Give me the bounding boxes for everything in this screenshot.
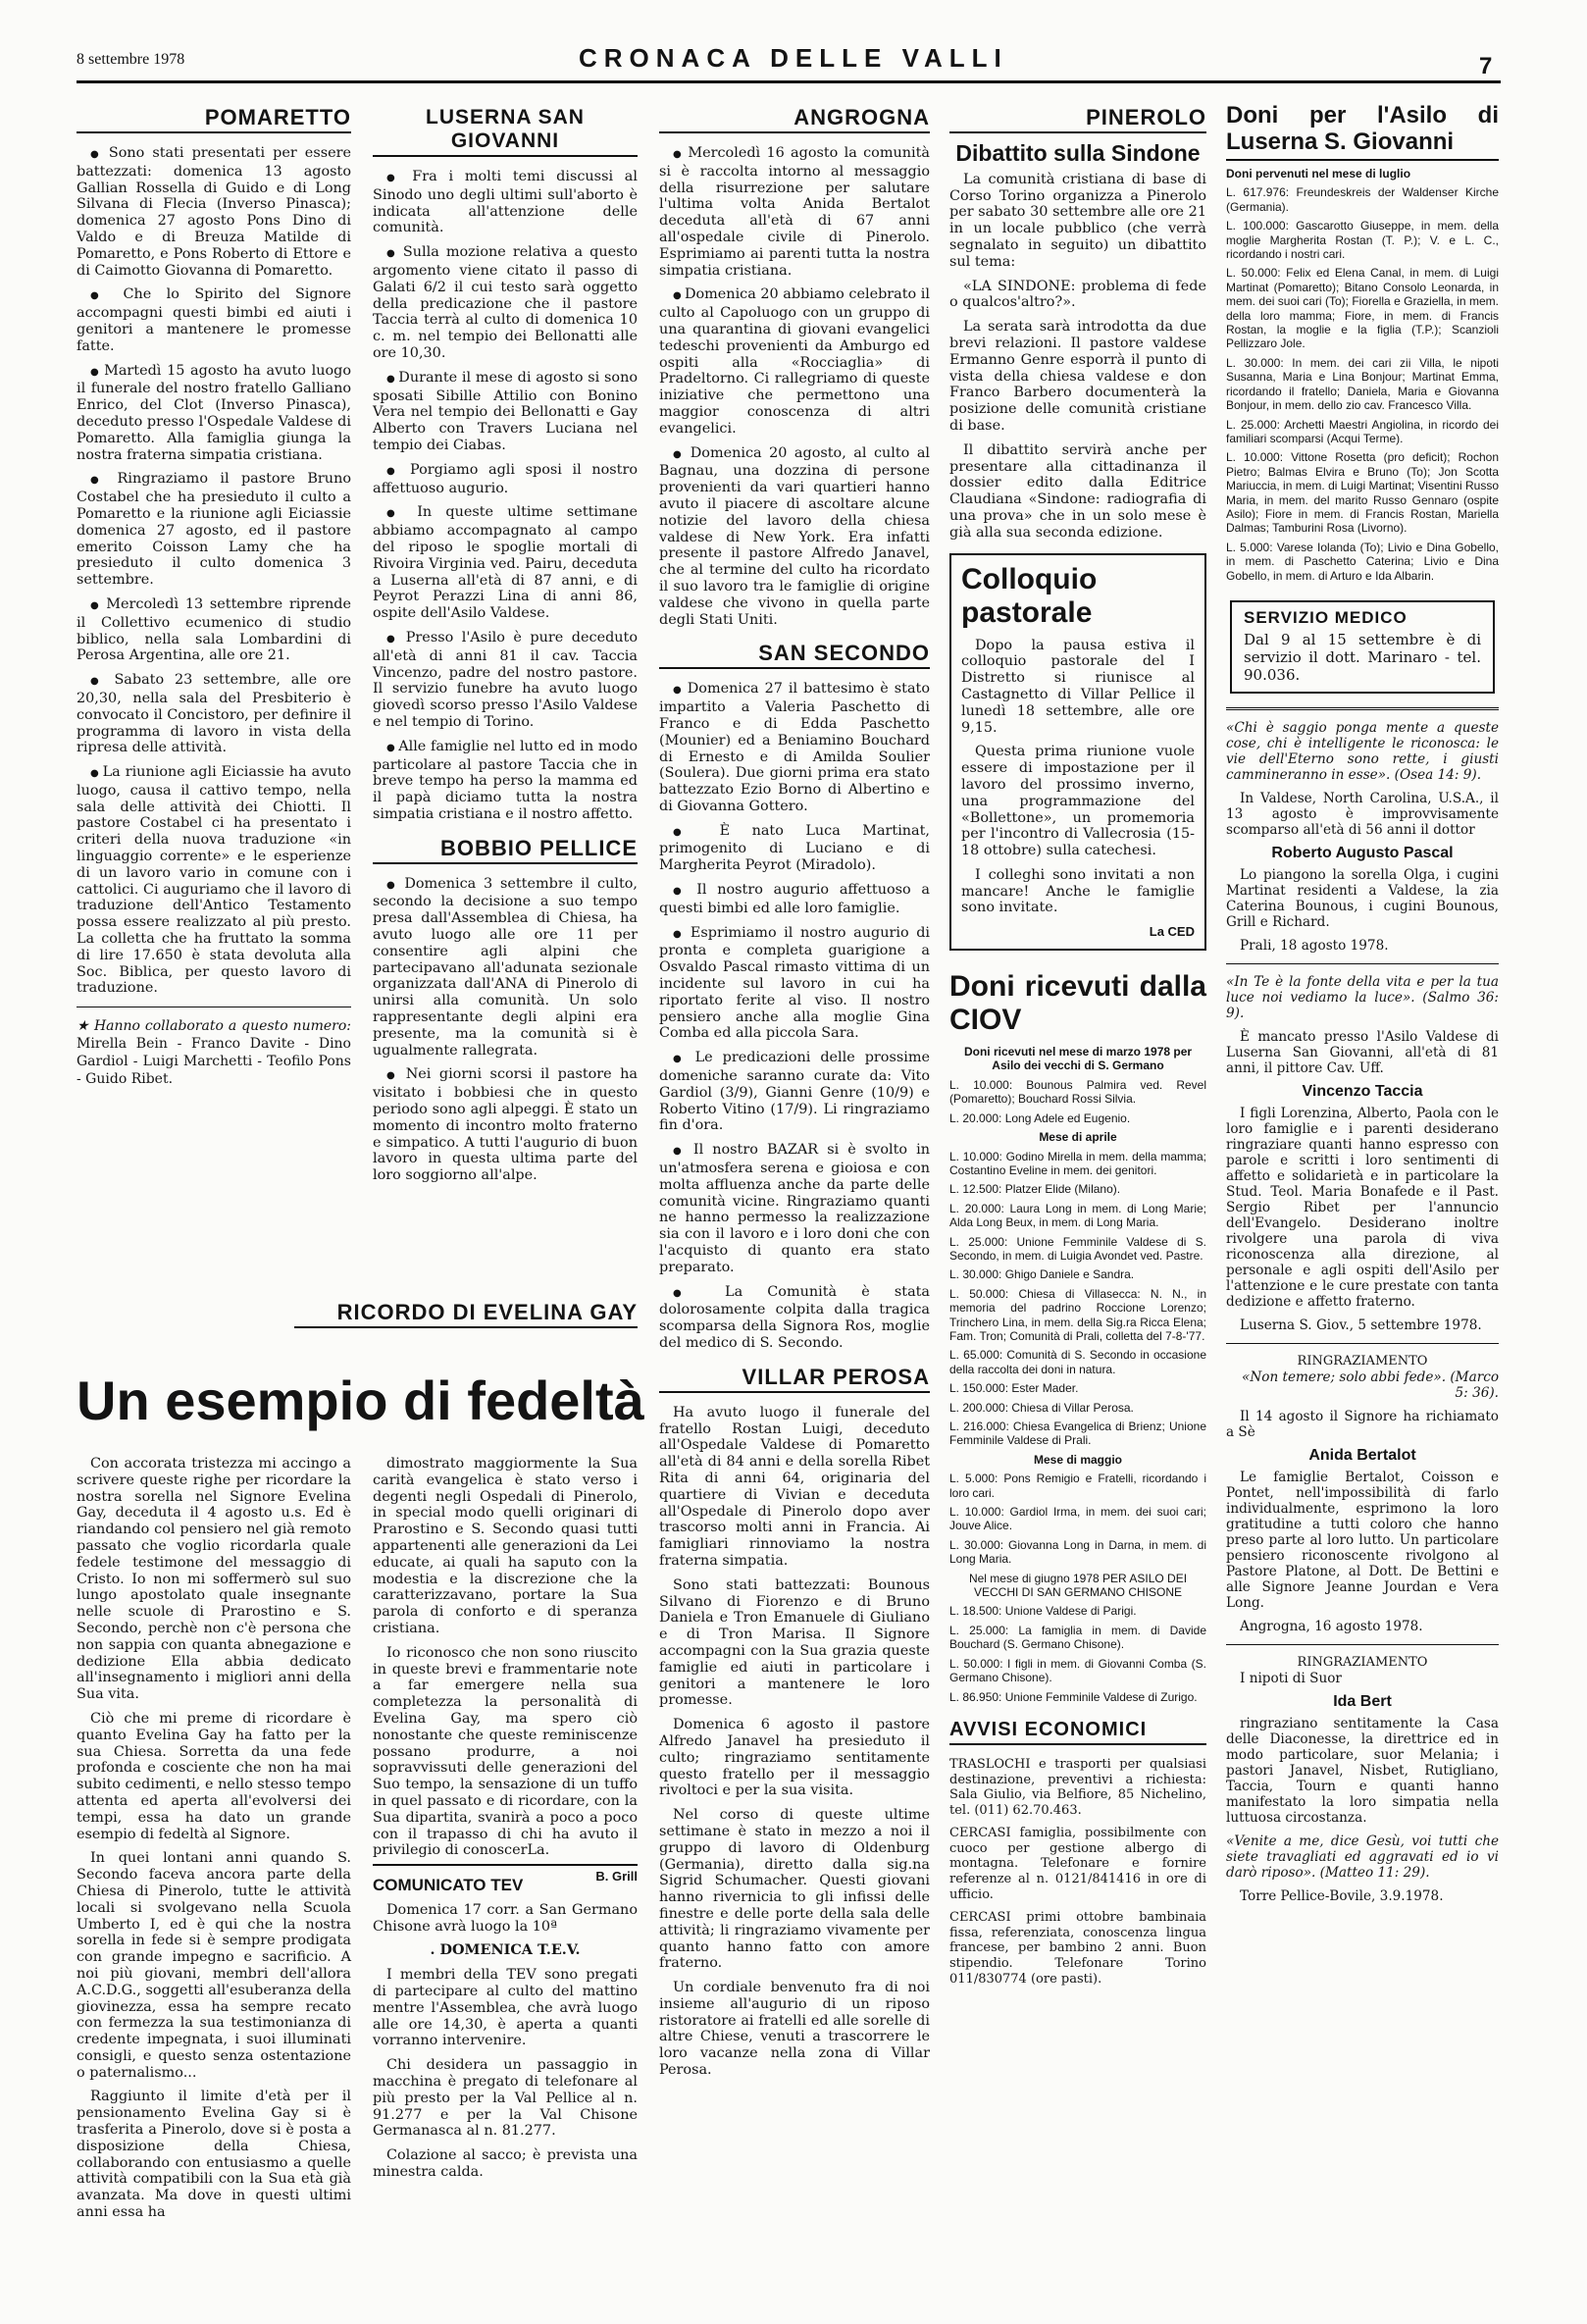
ricordo-paragraph: In quei lontani anni quando S. Secondo faceva ancora parte della Chiesa di Pinerolo, tutte le attività locali si svolgevano nella Scuola Umberto I, ed è qui che la nostra sorella in fede si è sempre prodigata con grande impegno e sacrificio. A noi più giovani, membri dell'allora A.C.D.G., soggetti all'esuberanza della giovinezza, essa ha sempre recato con fermezza la sua testimonianza di credente impegnata, i suoi illuminati consigli, e questo senza ostentazione o paternalismo... [77, 1850, 351, 2081]
san-secondo-heading: SAN SECONDO [659, 642, 930, 669]
bertalot-name: Anida Bertalot [1308, 1446, 1416, 1464]
asilo-donation: L. 617.976: Freundeskreis der Waldenser Kirche (Germania). [1226, 185, 1499, 214]
pomaretto-paragraph: ● Che lo Spirito del Signore accompagni questi bimbi ed aiuti i genitori a mantenere le promesse fatte. [77, 286, 351, 354]
ciov-may-heading: Mese di maggio [1033, 1452, 1123, 1467]
pomaretto-body [77, 145, 351, 997]
pomaretto-column [77, 102, 351, 1260]
taccia-thanks: I figli Lorenzina, Alberto, Paola con le loro famiglie e i parenti desiderano ringraziare quanti hanno espresso con parole e scritti i loro sentimenti di affetto e solidarietà e in particolare la Stud. Teol. Maria Bonafede e il Past. Sergio Ribet per l'annuncio dell'Evangelo. Desiderano inoltre rivolgere una parola di viva riconoscenza alla direzione, al personale e agli ospiti dell'Asilo per l'attenzione e le cure prestate con tanta dedizione e affetto fraterno. [1226, 1105, 1499, 1310]
luserna-paragraph: ● Presso l'Asilo è pure deceduto all'età di anni 81 il cav. Taccia Vincenzo, padre del nostro pastore. Il servizio funebre ha avuto luogo giovedì scorso presso l'Asilo Valdese e nel tempio di Torino. [373, 630, 638, 731]
colloquio-body [961, 638, 1195, 917]
avviso-item: CERCASI primi ottobre bambinaia fissa, referenziata, conoscenza lingua francese, per bambino 2 anni. Buon stipendio. Telefonare Torino 011/830774 (ore pasti). [949, 1910, 1206, 1987]
pinerolo-paragraph: La serata sarà introdotta da due brevi relazioni. Il pastore valdese Ermanno Genre esporrà il punto di vista della chiesa valdese e don Franco Barbero documenterà la posizione delle comunità cristiane di base. [949, 319, 1206, 434]
bobbio-paragraph: ● Domenica 3 settembre il culto, secondo la decisione a suo tempo presa dall'Assemblea di Chiesa, ha avuto luogo alle ore 11 per consentire agli alpini che partecipavano all'adunata sezionale organizzata dall'ANA di Pinerolo di unirsi alla comunità. Un solo rappresentante degli alpini era presente, ma la comunità si è ugualmente rallegrata. [373, 876, 638, 1059]
ricordo-paragraph: dimostrato maggiormente la Sua carità evangelica è stato verso i degenti negli Ospedali di Pinerolo, in special modo quelli originari di Prarostino e S. Secondo quasi tutti appartenenti alle generazioni da Lei educate, ai quali ha saputo con la modestia e la discrezione che la caratterizzavano, portare la Sua parola di conforto e di speranza cristiana. [373, 1456, 638, 1636]
pomaretto-heading: POMARETTO [77, 106, 351, 133]
bobbio-heading: BOBBIO PELLICE [373, 837, 638, 864]
tev-p5: Colazione al sacco; è prevista una minestra calda. [373, 2147, 638, 2180]
asilo-donation: L. 100.000: Gascarotto Giuseppe, in mem. della moglie Margherita Rostan (T. P.); V. e L. C., ricordando i nostri cari. [1226, 219, 1499, 262]
pomaretto-paragraph: ● Ringraziamo il pastore Bruno Costabel che ha presieduto il culto a Pomaretto e la riunione agli Eiciassie domenica 27 agosto, ed il pastore emerito Coisson Lamy che ha presieduto il culto domenica 3 settembre. [77, 471, 351, 589]
servizio-heading: SERVIZIO MEDICO [1244, 607, 1408, 627]
ricordo-heading: RICORDO DI EVELINA GAY [294, 1301, 638, 1328]
luserna-body [373, 169, 638, 823]
ciov-donation: L. 30.000: Ghigo Daniele e Sandra. [949, 1267, 1135, 1282]
asilo-donation: L. 30.000: In mem. dei cari zii Villa, le nipoti Susanna, Maria e Lina Bonjour; Martinat Emma, ricordando il fratello; Daniela, Maria e Giovanna Bonjour, in mem. dello zio cav. Francesco Villa. [1226, 355, 1499, 413]
divider [1226, 1343, 1499, 1344]
pinerolo-body [949, 172, 1206, 542]
asilo-heading: Doni per l'Asilo di Luserna S. Giovanni [1226, 102, 1499, 161]
pinerolo-paragraph: «LA SINDONE: problema di fede o qualcos'altro?». [949, 278, 1206, 311]
ciov-intro: Doni ricevuti nel mese di marzo 1978 per Asilo dei vecchi di S. Germano [963, 1045, 1193, 1073]
villar-paragraph: Nel corso di queste ultime settimane è stato in mezzo a noi il gruppo di lavoro di Oldenburg (Germania), diretto dalla sig.na Sigrid Schumacher. Questi giovani hanno rivernicia to gli infissi delle finestre e delle porte della sala delle attività; li ringraziamo vivamente per quanto hanno fatto con amore fraterno. [659, 1807, 930, 1972]
ciov-donation: L. 10.000: Gardiol Irma, in mem. dei suoi cari; Jouve Alice. [949, 1505, 1206, 1533]
quote-salmo: «In Te è la fonte della vita e per la tua luce noi vediamo la luce». (Salmo 36: 9). [1226, 973, 1499, 1021]
luserna-column [373, 102, 638, 1299]
ring2-text: I nipoti di Suor [1240, 1670, 1342, 1686]
angrogna-column [659, 102, 930, 2250]
pascal-name: Roberto Augusto Pascal [1271, 844, 1454, 861]
ciov-donation: L. 150.000: Ester Mader. [949, 1381, 1079, 1396]
servizio-text: Dal 9 al 15 settembre è di servizio il dott. Marinaro - tel. 90.036. [1244, 630, 1481, 684]
angrogna-heading: ANGROGNA [659, 106, 930, 133]
san-secondo-paragraph: ● Il nostro augurio affettuoso a questi bimbi ed alle loro famiglie. [659, 882, 930, 917]
ciov-heading: Doni ricevuti dalla CIOV [949, 970, 1206, 1037]
pascal-mourners: Lo piangono la sorella Olga, i cugini Martinat residenti a Valdese, la zia Caterina Bounous, i cugini Bounous, Grill e Richard. [1226, 866, 1499, 930]
taccia-name: Vincenzo Taccia [1302, 1082, 1423, 1100]
ciov-donation: L. 18.500: Unione Valdese di Parigi. [949, 1604, 1137, 1619]
pinerolo-paragraph: La comunità cristiana di base di Corso Torino organizza a Pinerolo per sabato 30 settembre alle ore 21 in un locale pubblico (che verrà segnalato in seguito) un dibattito sul tema: [949, 171, 1206, 270]
asilo-column [1226, 102, 1499, 2250]
san-secondo-paragraph: ● Il nostro BAZAR si è svolto in un'atmosfera serena e gioiosa e con molta affluenza anche da parte delle comunità vicine. Ringraziamo quanti ne hanno permesso la realizzazione sia con il lavoro e i loro doni che con l'acquisto di quanto era stato preparato. [659, 1142, 930, 1275]
villar-heading: VILLAR PEROSA [659, 1366, 930, 1393]
villar-paragraph: Ha avuto luogo il funerale del fratello Rostan Luigi, deceduto all'Ospedale Valdese di Pomaretto all'età di 84 anni e della sorella Ribet Rita di anni 64, originaria del quartiere di Vivian e deceduta all'Ospedale di Pinerolo dopo aver trascorso molti anni in Francia. Ai famigliari rinnoviamo la nostra fraterna simpatia. [659, 1404, 930, 1569]
ricordo-headline: Un esempio di fedeltà [77, 1369, 644, 1431]
pinerolo-column [949, 102, 1206, 2250]
asilo-donation: L. 25.000: Archetti Maestri Angiolina, in ricordo dei familiari scomparsi (Acqui Terme). [1226, 417, 1499, 445]
ciov-donation: L. 65.000: Comunità di S. Secondo in occasione della raccolta dei doni in natura. [949, 1348, 1206, 1376]
luserna-paragraph: ● Alle famiglie nel lutto ed in modo particolare al pastore Taccia che in breve tempo ha perso la mamma ed il papà diciamo tutta la nostra simpatia cristiana e il nostro affetto. [373, 739, 638, 823]
ciov-donation: L. 10.000: Godino Mirella in mem. della mamma; Costantino Eveline in mem. dei genitori. [949, 1149, 1206, 1177]
collaborators-note [77, 1017, 351, 1088]
ricordo-paragraph: Io riconosco che non sono riuscito in queste brevi e frammentarie note a far emergere nella sua completezza la personalità di Evelina Gay, ma spero ciò nonostante che queste reminiscenze possano produrre, a noi sopravvissuti delle generazioni del Suo tempo, la sensazione di un tuffo in quel passato e di ricordare, con la Sua dipartita, svanirà a poco a poco con il trapasso di chi ha avuto il privilegio di conoscerLa. [373, 1644, 638, 1859]
bobbio-paragraph: ● Nei giorni scorsi il pastore ha visitato i bobbiesi che in questo periodo sono agli alpeggi. È stato un momento di incontro molto fraterno e simpatico. A tutti l'augurio di buon lavoro in questa ultima parte del loro soggiorno all'alpe. [373, 1066, 638, 1184]
ciov-donation: L. 5.000: Pons Remigio e Fratelli, ricordando i loro cari. [949, 1472, 1206, 1500]
angrogna-body [659, 145, 930, 628]
san-secondo-body [659, 681, 930, 1351]
ring2-quote: «Venite a me, dice Gesù, voi tutti che siete travagliati ed aggravati ed io vi darò riposo». (Matteo 11: 29). [1226, 1833, 1499, 1881]
ciov-donation: L. 30.000: Giovanna Long in Darna, in mem. di Long Maria. [949, 1537, 1206, 1567]
pinerolo-subtitle: Dibattito sulla Sindone [955, 140, 1201, 166]
colloquio-box [949, 553, 1206, 952]
luserna-heading: LUSERNA SAN GIOVANNI [373, 106, 638, 157]
taccia-place: Luserna S. Giov., 5 settembre 1978. [1240, 1317, 1482, 1333]
divider [1226, 963, 1499, 964]
pascal-notice: In Valdese, North Carolina, U.S.A., il 13 agosto è improvvisamente scomparso all'età di 56 anni il dottor [1226, 790, 1499, 838]
bobbio-body [373, 876, 638, 1184]
obituaries [1226, 720, 1499, 1904]
ciov-june-heading: Nel mese di giugno 1978 PER ASILO DEI VECCHI DI SAN GERMANO CHISONE [968, 1571, 1188, 1600]
colloquio-paragraph: Questa prima riunione vuole essere di impostazione per il lavoro del prossimo inverno, una programmazione del «Bollettone», un promemoria per l'incontro di Vallecrosia (15-18 ottobre) sulla catechesi. [961, 744, 1195, 859]
luserna-paragraph: ● Sulla mozione relativa a questo argomento viene citato il passo di Galati 6/2 il cui testo sarà oggetto della predicazione che il pastore Taccia terrà al culto di domenica 10 c. m. nel tempio dei Bellonatti alle ore 10,30. [373, 244, 638, 362]
ciov-donation: L. 200.000: Chiesa di Villar Perosa. [949, 1400, 1134, 1415]
pomaretto-paragraph: ● Sabato 23 settembre, alle ore 20,30, nella sala del Presbiterio è convocato il Concistoro, per definire il programma di lavoro in vista della ripresa delle attività. [77, 672, 351, 756]
tev-p4: Chi desidera un passaggio in macchina è pregato di telefonare al più presto per la Val Pellice al n. 91.277 e per la Val Chisone Germanasca al n. 81.277. [373, 2057, 638, 2140]
tev-heading: COMUNICATO TEV [373, 1864, 638, 1894]
angrogna-paragraph: ● Domenica 20 abbiamo celebrato il culto al Capoluogo con un gruppo di una quarantina di giovani evangelici tedeschi provenienti da Amburgo ed ospiti alla «Rocciaglia» di Pradeltorno. Ci rallegriamo di queste iniziative che permettono una maggior conoscenza di altri evangelici. [659, 286, 930, 437]
ricordo-paragraph: Ciò che mi preme di ricordare è quanto Evelina Gay ha fatto per la sua Chiesa. Sorretta da una fede profonda e cosciente che non ha mai subito cedimenti, e nello stesso tempo attenta ed aperta all'evolversi dei tempi, essa ha dato un grande esempio di fedeltà al Signore. [77, 1710, 351, 1842]
avvisi-heading: AVVISI ECONOMICI [949, 1718, 1206, 1745]
san-secondo-paragraph: ● Domenica 27 il battesimo è stato impartito a Valeria Paschetto di Franco e di Edda Paschetto (Mounier) ed a Beniamino Bouchard di Ernesto e di Amilda Soulier (Soulera). Due giorni prima era stato battezzato Ezio Borno di Albertino e di Giovanna Gottero. [659, 681, 930, 814]
ciov-donation: L. 50.000: I figli in mem. di Giovanni Comba (S. Germano Chisone). [949, 1656, 1206, 1685]
pinerolo-paragraph: Il dibattito servirà anche per presentare alla cittadinanza il dossier edito dalla Editrice Claudiana «Sindone: radiografia di una prova» che in un solo mese è già alla sua seconda edizione. [949, 441, 1206, 541]
colloquio-paragraph: Dopo la pausa estiva il colloquio pastorale del I Distretto si riunisce al Castagnetto di Villar Pellice il lunedì 18 settembre, alle ore 9,15. [961, 637, 1195, 736]
ciov-donation: L. 12.500: Platzer Elide (Milano). [949, 1182, 1121, 1197]
collaborators-names: Mirella Bein - Franco Davite - Dino Gardiol - Luigi Marchetti - Teofilo Pons - Guido Ribet. [77, 1036, 351, 1088]
avviso-item: TRASLOCHI e trasporti per qualsiasi destinazione, preventivi a richiesta: Sala Giulio, via Belfiore, 85 Nichelino, tel. (011) 62.70.463. [949, 1756, 1206, 1818]
pinerolo-heading: PINEROLO [949, 106, 1206, 133]
ring2-body: ringraziano sentitamente la Casa delle Diaconesse, la direttrice ed in modo particolare, suor Melania; i pastori Janavel, Nisbet, Rutigliano, Taccia, Tourn e quanti hanno manifestato la loro simpatia nella luttuosa circostanza. [1226, 1715, 1499, 1826]
ring1-place: Angrogna, 16 agosto 1978. [1240, 1618, 1423, 1634]
luserna-paragraph: ● Porgiamo agli sposi il nostro affettuoso augurio. [373, 462, 638, 497]
san-secondo-paragraph: ● Le predicazioni delle prossime domeniche saranno curate da: Vito Gardiol (3/9), Gianni Genre (10/9) e Roberto Vitino (17/9). Li ringraziamo fin d'ora. [659, 1050, 930, 1134]
bert-name: Ida Bert [1333, 1692, 1392, 1710]
tev-p3: I membri della TEV sono pregati di partecipare al culto del mattino mentre l'Assemblea, che avrà luogo alle ore 14,30, è aperta a quanti vorranno intervenire. [373, 1967, 638, 2049]
ciov-donation: L. 25.000: La famiglia in mem. di Davide Bouchard (S. Germano Chisone). [949, 1623, 1206, 1652]
luserna-paragraph: ● In queste ultime settimane abbiamo accompagnato al campo del riposo le spoglie mortali di Rivoira Virginia ved. Pairu, deceduta a Luserna all'età di 87 anni, e di Peyrot Perazzi Lina di anni 86, ospite dell'Asilo Valdese. [373, 504, 638, 622]
ciov-april-heading: Mese di aprile [1039, 1130, 1117, 1145]
ciov-donation: L. 50.000: Chiesa di Villasecca: N. N., in memoria del padrino Roccione Lorenzo; Trinchero Lina, in mem. della Sig.ra Ricca Elena; Fam. Tron; Comunità di Prali, colletta del 7-8-'77. [949, 1286, 1206, 1343]
issue-date: 8 settembre 1978 [77, 51, 185, 68]
quote-osea: «Chi è saggio ponga mente a queste cose, chi è intelligente le riconosca: le vie dell'Eterno sono rette, i giusti cammineranno in esse». (Osea 14: 9). [1226, 719, 1499, 783]
pomaretto-paragraph: ● Mercoledì 13 settembre riprende il Collettivo ecumenico di studio biblico, nella sala Lombardini di Perosa Argentina, alle ore 21. [77, 596, 351, 664]
ciov-list [949, 1045, 1206, 1704]
asilo-list [1226, 167, 1499, 583]
divider [1226, 707, 1499, 710]
divider [1226, 1644, 1499, 1645]
luserna-paragraph: ● Fra i molti temi discussi al Sinodo uno degli ultimi sull'aborto è indicata all'attenzione delle comunità. [373, 169, 638, 236]
page-number: 7 [1479, 53, 1493, 79]
san-secondo-paragraph: ● È nato Luca Martinat, primogenito di Luciano e di Margherita Peyrot (Miradolo). [659, 823, 930, 874]
pomaretto-paragraph: ● Martedì 15 agosto ha avuto luogo il funerale del nostro fratello Galliano Enrico, del Clot (Inverso Pinasca), deceduto presso l'Ospedale Valdese di Pomaretto. Alla famiglia giunga la nostra fraterna simpatia cristiana. [77, 363, 351, 464]
ciov-donation: L. 10.000: Bounous Palmira ved. Revel (Pomaretto); Bouchard Rossi Silvia. [949, 1077, 1206, 1107]
ciov-donation: L. 86.950: Unione Femminile Valdese di Zurigo. [949, 1689, 1198, 1704]
star-icon: ★ [77, 1018, 94, 1035]
asilo-donation: L. 50.000: Felix ed Elena Canal, in mem. di Luigi Martinat (Pomaretto); Bitano Consolo Leonarda, in mem. dei suoi cari (To); Fiorella e Graziella, in mem. della loro mamma; Fiore, in mem. di Francis Rostan, la moglie e la figlia (T.P.); Scanzioli Pellizzaro Jole. [1226, 266, 1499, 351]
ciov-donation: L. 25.000: Unione Femminile Valdese di S. Secondo, in mem. di Luigia Avondet ved. Pastre. [949, 1234, 1206, 1263]
ciov-donation: L. 20.000: Laura Long in mem. di Long Marie; Alda Long Beux, in mem. di Long Maria. [949, 1201, 1206, 1230]
villar-paragraph: Sono stati battezzati: Bounous Silvano di Fiorenzo e di Bruno Daniela e Tron Emanuele di Giuliano e di Tron Marisa. Il Signore accompagni con la Sua grazia queste famiglie ed aiuti in particolare i genitori a mantenere le loro promesse. [659, 1576, 930, 1709]
ciov-donation: L. 216.000: Chiesa Evangelica di Brienz; Unione Femminile Valdese di Prali. [949, 1420, 1206, 1448]
tev-p2: . DOMENICA T.E.V. [430, 1941, 581, 1959]
colloquio-paragraph: I colleghi sono invitati a non mancare! Anche le famiglie sono invitate. [961, 866, 1195, 916]
colloquio-heading: Colloquio pastorale [961, 562, 1098, 629]
servizio-box [1230, 600, 1495, 694]
asilo-donation: L. 10.000: Vittone Rosetta (pro deficit); Rochon Pietro; Balmas Elvira e Bruno (To); Jon Scotta Mariuccia, in mem. di Luigi Martinat; Visentini Russo Maria, in mem. del marito Russo Gennaro (ospite Asilo); Fiore in mem. di Francis Rostan, Mariella Dalmas; Tamburini Rosa (Livorno). [1226, 450, 1499, 536]
ring1-quote: «Non temere; solo abbi fede». (Marco 5: 36). [1242, 1369, 1499, 1401]
pascal-place: Prali, 18 agosto 1978. [1240, 937, 1389, 954]
san-secondo-paragraph: ● La Comunità è stata dolorosamente colpita dalla tragica scomparsa della Signora Ros, moglie del medico di S. Secondo. [659, 1284, 930, 1352]
ricordo-paragraph: Con accorata tristezza mi accingo a scrivere queste righe per ricordare la nostra sorella nel Signore Evelina Gay, deceduta il 4 agosto u.s. Ed è riandando col pensiero nel già remoto passato che voglio ricordarla quale fedele testimone del messaggio di Cristo. Io non mi soffermerò sul suo lungo apostolato quale insegnante nelle scuole di Prarostino e S. Secondo, perchè non c'è persona che non sappia con quanta abnegazione e dedizione Ella abbia dedicato all'insegnamento i migliori anni della Sua vita. [77, 1456, 351, 1703]
pomaretto-paragraph: ● La riunione agli Eiciassie ha avuto luogo, causa il cattivo tempo, nella sala delle attività dei Chiotti. Il pastore Costabel ci ha presentato i criteri della nuova traduzione «in linguaggio corrente» e le esperienze di un lavoro vario in comune con i cattolici. Ci auguriamo che il lavoro di traduzione dell'Antico Testamento possa essere realizzato al più presto. La colletta che ha fruttato la somma di lire 17.650 è stata devoluta alla Soc. Biblica, per questo lavoro di traduzione. [77, 764, 351, 997]
asilo-intro: Doni pervenuti nel mese di luglio [1226, 167, 1411, 181]
pomaretto-paragraph: ● Sono stati presentati per essere battezzati: domenica 13 agosto Gallian Rossella di Guido e di Long Silvana di Flecia (Inverso Pinasca); domenica 27 agosto Pons Dino di Valdo e di Breuza Matilde di Pomaretto, e Pons Roberto di Ettore e di Caimotto Giovanna di Pomaretto. [77, 145, 351, 279]
villar-paragraph: Domenica 6 agosto il pastore Alfredo Janavel ha presieduto il culto; ringraziamo sentitamente questo fratello per il messaggio rivoltoci e per la sua visita. [659, 1717, 930, 1799]
ring2-heading: RINGRAZIAMENTO [1297, 1654, 1428, 1670]
ring1-heading: RINGRAZIAMENTO [1297, 1353, 1428, 1369]
angrogna-paragraph: ● Domenica 20 agosto, al culto al Bagnau, una dozzina di persone provenienti da vari quartieri hanno avuto il piacere di ascoltare alcune notizie del lavoro della chiesa valdese di New York. Era infatti presente il pastore Alfredo Janavel, che al termine del culto ha ricordato il suo lavoro tra le famiglie di origine valdese che vivono in quella parte degli Stati Uniti. [659, 445, 930, 629]
tev-p1: Domenica 17 corr. a San Germano Chisone avrà luogo la 10ª [373, 1901, 638, 1935]
ring1-text: Il 14 agosto il Signore ha richiamato a Sè [1226, 1408, 1499, 1440]
luserna-paragraph: ● Durante il mese di agosto si sono sposati Sibille Attilio con Bonino Vera nel tempio dei Bellonatti e Gay Alberto con Travers Luciana nel tempio dei Ciabas. [373, 370, 638, 454]
collaborators-intro: Hanno collaborato a questo numero: [93, 1018, 351, 1035]
ring1-body: Le famiglie Bertalot, Coisson e Pontet, nell'impossibilità di farlo individualmente, esprimono la loro gratitudine a tutti coloro che hanno preso parte al loro lutto. Un particolare pensiero riconoscente rivolgono al Pastore Platone, al Dott. De Bettini e alle Signore Jeanne Jourdan e Vera Long. [1226, 1469, 1499, 1611]
villar-paragraph: Un cordiale benvenuto fra di noi insieme all'augurio di un riposo ristoratore ai fratelli ed alle sorelle di altre Chiese, venuti a trascorrere le loro vacanze nella zona di Villar Perosa. [659, 1980, 930, 2079]
ricordo-paragraph: Raggiunto il limite d'età per il pensionamento Evelina Gay si è trasferita a Pinerolo, dove si è posta a disposizione della Chiesa, collaborando con entusiasmo a quelle attività compatibili con la Sua età già avanzata. Ma dove in questi ultimi anni essa ha [77, 2089, 351, 2221]
ring2-place: Torre Pellice-Bovile, 3.9.1978. [1240, 1887, 1444, 1904]
angrogna-paragraph: ● Mercoledì 16 agosto la comunità si è raccolta intorno al messaggio della risurrezione per salutare l'ultima volta Anida Bertalot deceduta all'età di 67 anni all'ospedale civile di Pinerolo. Esprimiamo ai parenti tutta la nostra simpatia cristiana. [659, 145, 930, 279]
ricordo-heading-wrap [294, 1297, 638, 1340]
header-rule [77, 80, 1501, 83]
newspaper-section-title: CRONACA DELLE VALLI [579, 43, 1008, 73]
ricordo-col1 [77, 1456, 351, 2241]
san-secondo-paragraph: ● Esprimiamo il nostro augurio di pronta e completa guarigione a Osvaldo Pascal rimasto vittima di un incidente sul lavoro in cui ha riportato ferite al viso. Il nostro pensiero anche alla moglie Gina Comba ed alla piccola Sara. [659, 925, 930, 1043]
colloquio-signature: La CED [1149, 924, 1195, 940]
asilo-donation: L. 5.000: Varese Iolanda (To); Livio e Dina Gobello, in mem. di Paschetto Caterina; Livio e Dina Gobello, in mem. di Arturo e Ida Albarin. [1226, 540, 1499, 583]
ricordo-signature: B. Grill [595, 1869, 638, 1885]
ciov-donation: L. 20.000: Long Adele ed Eugenio. [949, 1110, 1131, 1125]
taccia-notice: È mancato presso l'Asilo Valdese di Luserna San Giovanni, all'età di 81 anni, il pittore Cav. Uff. [1226, 1028, 1499, 1076]
tev-box [373, 1864, 638, 2256]
avvisi-body [949, 1757, 1206, 1987]
villar-body [659, 1405, 930, 2079]
avviso-item: CERCASI famiglia, possibilmente con cuoco per gestione albergo di montagna. Telefonare e fornire referenze al n. 0121/841416 in ore di ufficio. [949, 1826, 1206, 1902]
